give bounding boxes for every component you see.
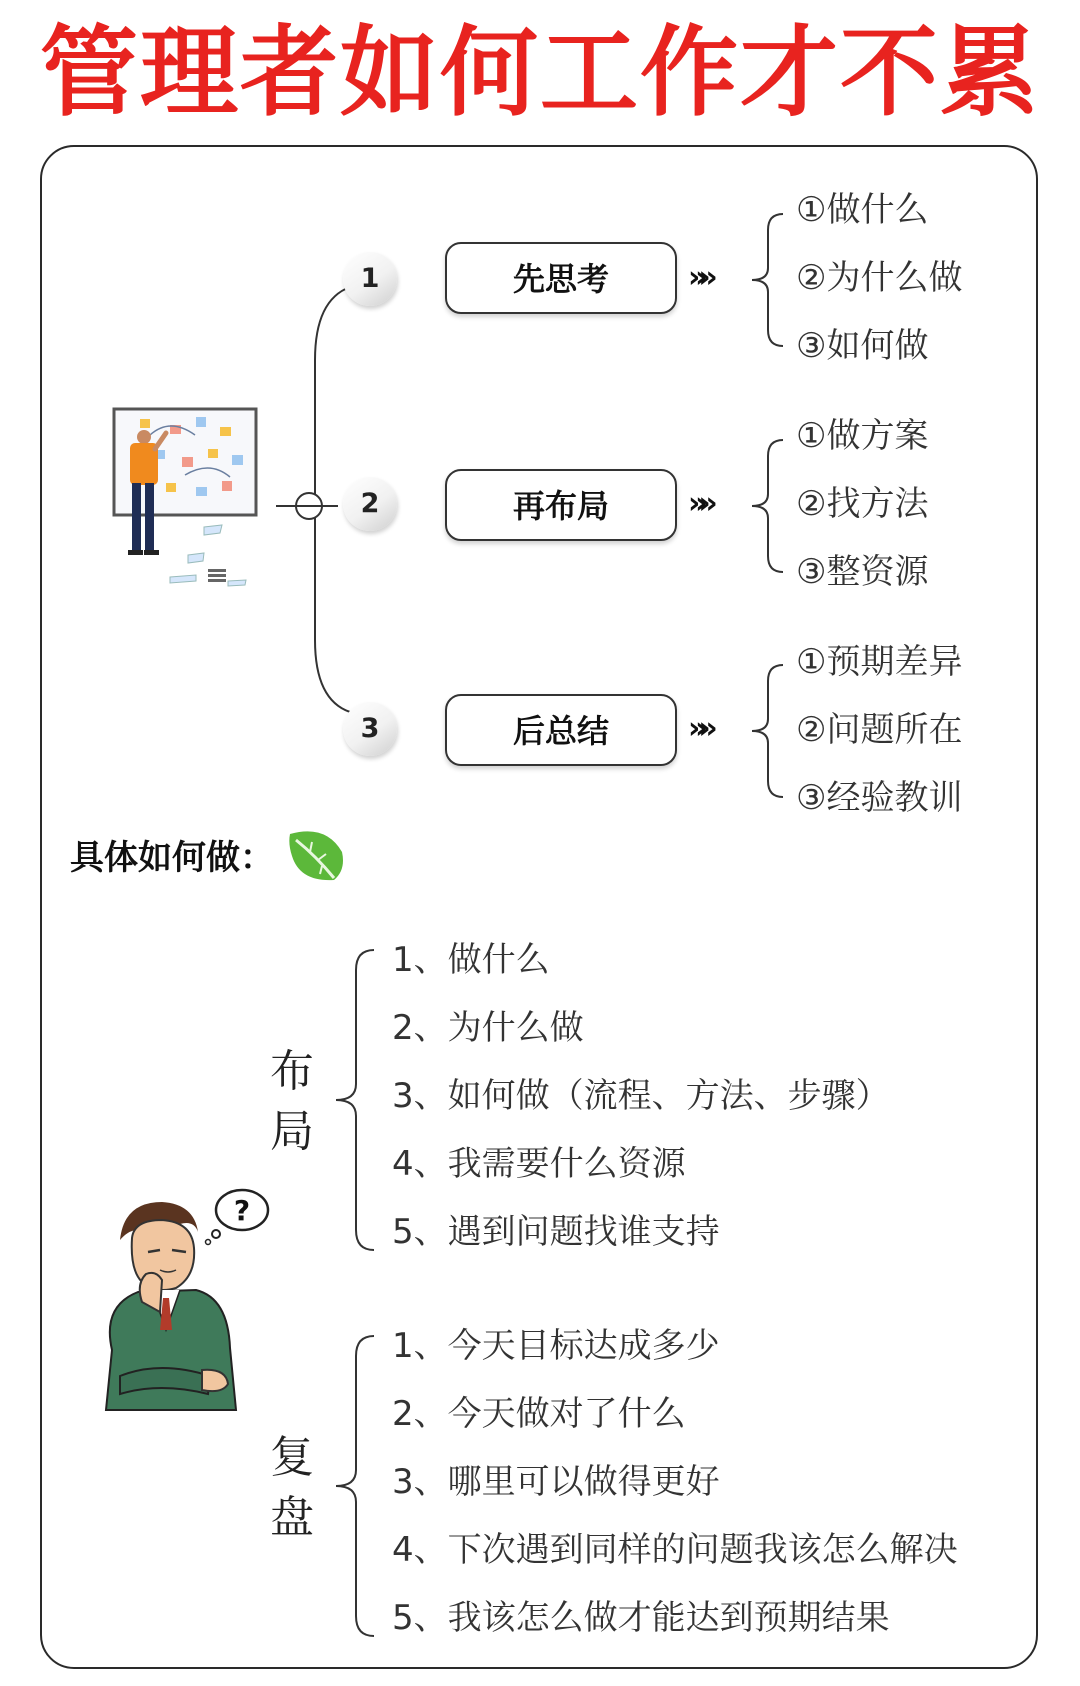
step-number-3: 3 <box>343 702 397 756</box>
step1-sub-item: ①做什么 <box>796 190 929 230</box>
review-list-item: 1、今天目标达成多少 <box>392 1326 720 1366</box>
layout-list-item: 1、做什么 <box>392 940 550 980</box>
chevron-arrows-icon: »» <box>688 711 709 746</box>
step2-sub-item: ①做方案 <box>796 416 929 456</box>
step3-sub-item: ①预期差异 <box>796 642 963 682</box>
step3-sub-item: ②问题所在 <box>796 710 963 750</box>
layout-list-item: 3、如何做（流程、方法、步骤） <box>392 1076 890 1116</box>
chevron-arrows-icon: »» <box>688 260 709 295</box>
layout-label-char: 局 <box>270 1106 314 1157</box>
step2-sub-item: ②找方法 <box>796 484 929 524</box>
step3-sub-item: ③经验教训 <box>796 778 963 818</box>
step-box-think: 先思考 <box>445 242 677 314</box>
leaf-icon <box>286 826 348 884</box>
review-label-char: 复 <box>270 1432 314 1483</box>
step-box-summary: 后总结 <box>445 694 677 766</box>
step-number-1: 1 <box>343 252 397 306</box>
section-heading: 具体如何做： <box>70 838 274 878</box>
page-title: 管理者如何工作才不累 <box>39 16 1040 130</box>
svg-text:?: ? <box>233 1194 251 1227</box>
review-label-char: 盘 <box>270 1492 314 1543</box>
review-list-item: 3、哪里可以做得更好 <box>392 1462 720 1502</box>
review-list-item: 2、今天做对了什么 <box>392 1394 686 1434</box>
question-bubble-icon <box>206 1190 269 1245</box>
chevron-arrows-icon: »» <box>688 486 709 521</box>
review-list-item: 5、我该怎么做才能达到预期结果 <box>392 1598 890 1638</box>
step2-sub-item: ③整资源 <box>796 552 929 592</box>
planning-board-illustration <box>100 405 265 605</box>
step-number-2: 2 <box>343 477 397 531</box>
step1-sub-item: ②为什么做 <box>796 258 963 298</box>
layout-list-item: 4、我需要什么资源 <box>392 1144 686 1184</box>
review-list-item: 4、下次遇到同样的问题我该怎么解决 <box>392 1530 958 1570</box>
thinking-man-illustration <box>90 1180 275 1425</box>
step1-sub-item: ③如何做 <box>796 326 929 366</box>
layout-list-item: 2、为什么做 <box>392 1008 584 1048</box>
layout-label-char: 布 <box>270 1046 314 1097</box>
layout-list-item: 5、遇到问题找谁支持 <box>392 1212 720 1252</box>
step-box-layout: 再布局 <box>445 469 677 541</box>
